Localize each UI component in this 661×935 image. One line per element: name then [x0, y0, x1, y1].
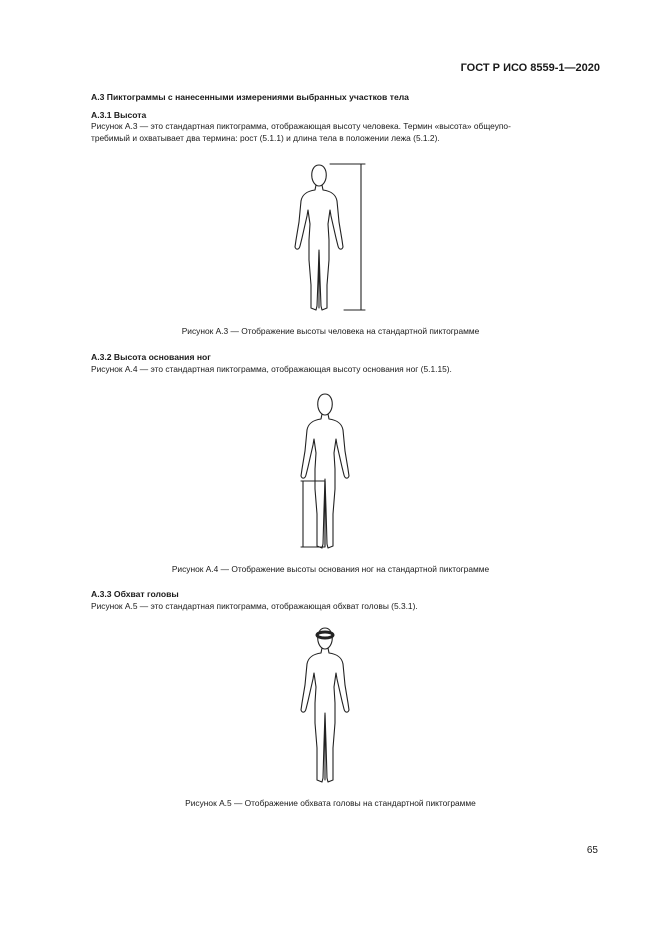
subsection-title-height: А.3.1 Высота — [91, 110, 147, 120]
inseam-dimension-box — [303, 481, 325, 547]
human-figure — [295, 165, 343, 310]
subsection-title-head-girth: А.3.3 Обхват головы — [91, 589, 179, 599]
subsection-title-inseam: А.3.2 Высота основания ног — [91, 352, 211, 362]
figure-caption: Рисунок А.4 — Отображение высоты основания ног на стандартной пиктограмме — [171, 564, 490, 574]
body-outline — [312, 165, 326, 186]
figure-caption: Рисунок А.3 — Отображение высоты человека на стандартной пиктограмме — [181, 326, 480, 336]
paragraph-line: Рисунок А.5 — это стандартная пиктограмма, отображающая обхват головы (5.3.1). — [91, 601, 418, 611]
paragraph-line: Рисунок А.4 — это стандартная пиктограмма, отображающая высоту основания ног (5.1.15). — [91, 364, 452, 374]
section-title: А.3 Пиктограммы с нанесенными измерениями выбранных участков тела — [91, 92, 409, 102]
human-figure — [301, 628, 349, 782]
figure-a4-inseam-pictogram — [293, 390, 373, 555]
document-id: ГОСТ Р ИСО 8559-1—2020 — [460, 62, 600, 74]
body-outline — [318, 394, 332, 415]
paragraph-line: требимый и охватывает два термина: рост (5.1.1) и длина тела в положении лежа (5.1.2). — [91, 133, 440, 143]
figure-caption: Рисунок А.5 — Отображение обхвата головы на стандартной пиктограмме — [185, 798, 476, 808]
head-girth-band — [317, 632, 333, 638]
paragraph-line: Рисунок А.3 — это стандартная пиктограмма, отображающая высоту человека. Термин «высота» общеупо- — [91, 121, 511, 131]
figure-a3-height-pictogram — [292, 160, 372, 315]
figure-a5-head-girth-pictogram — [290, 624, 370, 789]
page-number: 65 — [586, 845, 598, 856]
